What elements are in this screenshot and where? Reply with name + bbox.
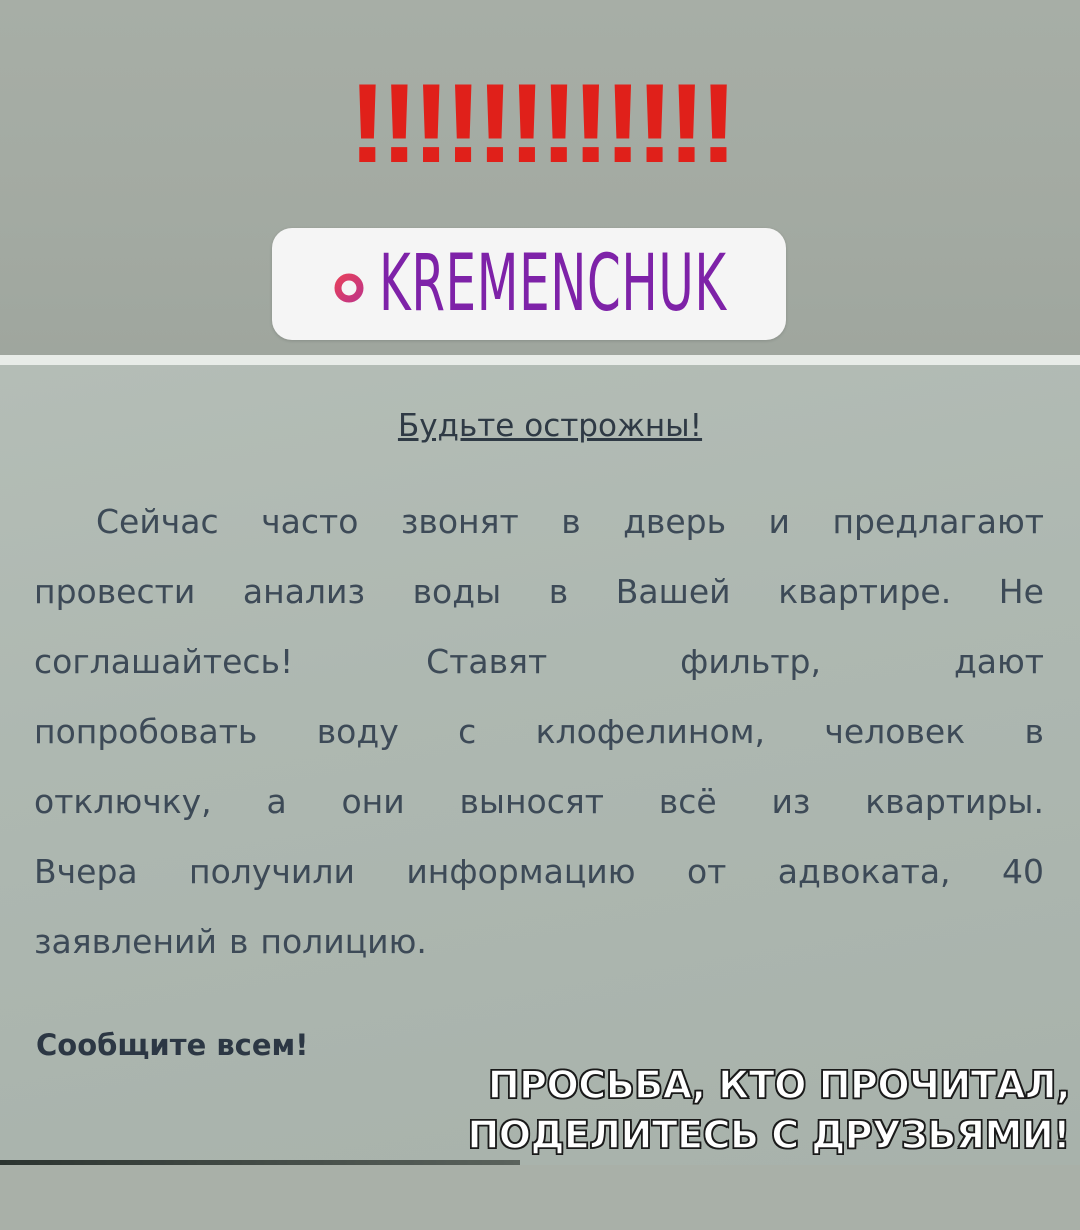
notice-word: от — [686, 852, 727, 891]
notice-word: заявлений — [34, 922, 217, 961]
notice-line — [34, 642, 1044, 682]
notice-word: а — [266, 782, 287, 821]
notice-word: в — [1024, 712, 1044, 751]
notice-word: всё — [658, 782, 717, 821]
notice-line — [34, 922, 1044, 962]
notice-word: часто — [261, 502, 359, 541]
notice-word: Вашей — [615, 572, 731, 611]
notice-word: Вчера — [34, 852, 138, 891]
notice-line — [34, 782, 1044, 822]
notice-word: в — [548, 572, 569, 611]
notice-footer: Сообщите всем! — [36, 1028, 309, 1062]
notice-line — [96, 502, 1044, 542]
location-name: KREMENCHUK — [379, 239, 727, 329]
notice-word: полицию. — [260, 922, 427, 961]
notice-word: 40 — [1001, 852, 1044, 891]
notice-word: и — [768, 502, 790, 541]
location-pin-icon — [329, 268, 369, 308]
notice-word: в — [561, 502, 581, 541]
exclamation-marks: !!!!!!!!!!!! — [348, 61, 732, 186]
notice-word: они — [341, 782, 405, 821]
notice-word: из — [771, 782, 811, 821]
notice-word: Не — [998, 572, 1044, 611]
notice-word: Сейчас — [96, 502, 219, 541]
bottom-strip — [0, 1165, 1080, 1230]
notice-word: Ставят — [426, 642, 548, 681]
notice-word: предлагают — [832, 502, 1044, 541]
notice-word: человек — [824, 712, 966, 751]
notice-word: выносят — [459, 782, 604, 821]
notice-word: в — [228, 922, 249, 961]
notice-word: адвоката, — [777, 852, 951, 891]
caption-line-1: ПРОСЬБА, КТО ПРОЧИТАЛ, — [487, 1063, 1070, 1107]
notice-word: провести — [34, 572, 196, 611]
caption-line-2: ПОДЕЛИТЕСЬ С ДРУЗЬЯМИ! — [467, 1113, 1070, 1157]
notice-word: квартиры. — [865, 782, 1044, 821]
notice-line — [34, 572, 1044, 612]
notice-word: клофелином, — [535, 712, 766, 751]
notice-word: воды — [412, 572, 502, 611]
notice-line — [34, 712, 1044, 752]
notice-word: информацию — [406, 852, 636, 891]
notice-word: фильтр, — [680, 642, 821, 681]
notice-word: с — [458, 712, 477, 751]
location-sticker — [272, 228, 786, 340]
notice-word: получили — [189, 852, 355, 891]
notice-title: Будьте острожны! — [397, 408, 703, 444]
divider — [0, 355, 1080, 365]
notice-word: попробовать — [34, 712, 258, 751]
notice-word: квартире. — [778, 572, 952, 611]
notice-word: дают — [953, 642, 1044, 681]
notice-word: дверь — [623, 502, 727, 541]
notice-word: анализ — [242, 572, 365, 611]
notice-line — [34, 852, 1044, 892]
notice-word: отключку, — [34, 782, 212, 821]
notice-word: звонят — [400, 502, 519, 541]
notice-word: соглашайтесь! — [34, 642, 294, 681]
notice-word: воду — [316, 712, 399, 751]
